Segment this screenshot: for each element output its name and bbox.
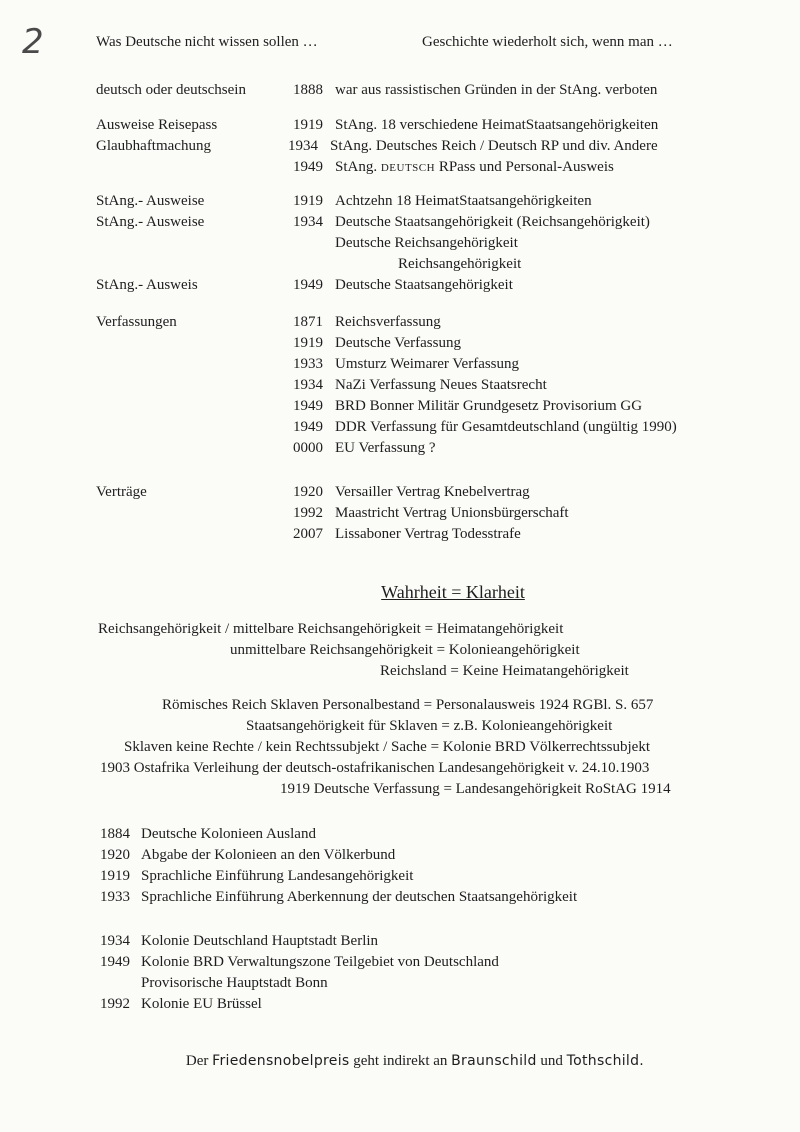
entry-text: Deutsche Staatsangehörigkeit bbox=[335, 277, 513, 293]
roman-line: Staatsangehörigkeit für Sklaven = z.B. Kolonieangehörigkeit bbox=[246, 718, 613, 734]
entry-text: war aus rassistischen Gründen in der StAng. verboten bbox=[335, 82, 658, 98]
entry-text: Kolonie EU Brüssel bbox=[141, 996, 262, 1012]
year: 1919 bbox=[293, 335, 323, 351]
year: 1934 bbox=[100, 933, 130, 949]
year: 1949 bbox=[293, 419, 323, 435]
entry-text: Lissaboner Vertrag Todesstrafe bbox=[335, 526, 521, 542]
section-title: Wahrheit = Klarheit bbox=[381, 582, 525, 602]
year: 1934 bbox=[293, 377, 323, 393]
footer-pre: Der bbox=[185, 1053, 213, 1069]
footer-prize: Friedensnobelpreis bbox=[212, 1053, 350, 1069]
section-label: deutsch oder deutschsein bbox=[96, 82, 246, 98]
chronology-capitals bbox=[0, 931, 800, 1015]
footer-und: und bbox=[536, 1053, 567, 1069]
year: 1949 bbox=[293, 159, 323, 175]
footer-sentence bbox=[0, 1050, 800, 1072]
section-vertraege bbox=[0, 482, 800, 545]
header-right: Geschichte wiederholt sich, wenn man … bbox=[422, 34, 673, 50]
year: 1871 bbox=[293, 314, 323, 330]
year: 1920 bbox=[100, 847, 130, 863]
entry-text: Versailler Vertrag Knebelvertrag bbox=[335, 484, 530, 500]
section-label: StAng.- Ausweise bbox=[96, 214, 205, 230]
entry-text: Maastricht Vertrag Unionsbürgerschaft bbox=[335, 505, 569, 521]
entry-text: DDR Verfassung für Gesamtdeutschland (ungültig 1990) bbox=[335, 419, 677, 435]
entry-text: Umsturz Weimarer Verfassung bbox=[335, 356, 520, 372]
year: 1949 bbox=[293, 398, 323, 414]
roman-line: Sklaven keine Rechte / kein Rechtssubjekt / Sache = Kolonie BRD Völkerrechtssubjekt bbox=[124, 739, 650, 755]
section-stang bbox=[0, 191, 800, 296]
entry-text: Deutsche Kolonieen Ausland bbox=[141, 826, 316, 842]
deutsch-smallcaps: DEUTSCH bbox=[380, 162, 436, 174]
equation-line: Reichsland = Keine Heimatangehörigkeit bbox=[380, 663, 629, 679]
entry-text: Kolonie BRD Verwaltungszone Teilgebiet von Deutschland bbox=[141, 954, 499, 970]
entry-text: Abgabe der Kolonieen an den Völkerbund bbox=[141, 847, 396, 863]
roman-line: 1919 Deutsche Verfassung = Landesangehörigkeit RoStAG 1914 bbox=[280, 781, 671, 797]
entry-text: Provisorische Hauptstadt Bonn bbox=[141, 975, 328, 991]
year: 0000 bbox=[293, 440, 323, 456]
entry-text: Reichsangehörigkeit bbox=[398, 256, 522, 272]
section-deutsch bbox=[0, 80, 800, 101]
section-label: StAng.- Ausweise bbox=[96, 193, 205, 209]
year: 1884 bbox=[100, 826, 130, 842]
equation-line: Reichsangehörigkeit / mittelbare Reichsangehörigkeit = Heimatangehörigkeit bbox=[98, 621, 564, 637]
year: 1933 bbox=[293, 356, 323, 372]
year: 1933 bbox=[100, 889, 130, 905]
year: 1919 bbox=[293, 193, 323, 209]
section-ausweise bbox=[0, 115, 800, 178]
entry-text: Deutsche Staatsangehörigkeit (Reichsangehörigkeit) bbox=[335, 214, 650, 230]
year: 1992 bbox=[100, 996, 130, 1012]
roman-line: Römisches Reich Sklaven Personalbestand = Personalausweis 1924 RGBl. S. 657 bbox=[162, 697, 654, 713]
entry-text: EU Verfassung ? bbox=[335, 440, 436, 456]
stang-prefix: StAng. bbox=[335, 159, 378, 175]
year: 1992 bbox=[293, 505, 323, 521]
entry-text: BRD Bonner Militär Grundgesetz Provisorium GG bbox=[335, 398, 643, 414]
equation-line: unmittelbare Reichsangehörigkeit = Kolonieangehörigkeit bbox=[230, 642, 580, 658]
entry-text: Sprachliche Einführung Landesangehörigkeit bbox=[141, 868, 414, 884]
section-label: Glaubhaftmachung bbox=[96, 138, 211, 154]
entry-text: StAng. Deutsches Reich / Deutsch RP und div. Andere bbox=[330, 138, 658, 154]
year: 1934 bbox=[288, 138, 318, 154]
footer-name-2: Tothschild. bbox=[566, 1053, 645, 1069]
entry-text: Deutsche Reichsangehörigkeit bbox=[335, 235, 518, 251]
entry-text: Kolonie Deutschland Hauptstadt Berlin bbox=[141, 933, 379, 949]
year: 1949 bbox=[100, 954, 130, 970]
year: 1934 bbox=[293, 214, 323, 230]
year: 1949 bbox=[293, 277, 323, 293]
chronology-colonies bbox=[0, 824, 800, 908]
section-label: StAng.- Ausweis bbox=[96, 277, 198, 293]
entry-text: NaZi Verfassung Neues Staatsrecht bbox=[335, 377, 547, 393]
year: 1888 bbox=[293, 82, 323, 98]
header-left: Was Deutsche nicht wissen sollen … bbox=[96, 34, 318, 50]
year: 2007 bbox=[293, 526, 323, 542]
stang-suffix: RPass und Personal-Ausweis bbox=[438, 159, 614, 175]
section-label: Ausweise Reisepass bbox=[96, 117, 218, 133]
section-verfassungen bbox=[0, 312, 800, 459]
section-label: Verfassungen bbox=[96, 314, 177, 330]
entry-text: Achtzehn 18 HeimatStaatsangehörigkeiten bbox=[335, 193, 592, 209]
entry-text: Sprachliche Einführung Aberkennung der deutschen Staatsangehörigkeit bbox=[141, 889, 578, 905]
roman-line: 1903 Ostafrika Verleihung der deutsch-ostafrikanischen Landesangehörigkeit v. 24.10.1903 bbox=[100, 760, 650, 776]
year: 1920 bbox=[293, 484, 323, 500]
entry-text bbox=[335, 157, 614, 179]
entry-text: Deutsche Verfassung bbox=[335, 335, 461, 351]
footer-mid: geht indirekt an bbox=[349, 1053, 452, 1069]
year: 1919 bbox=[293, 117, 323, 133]
footer-name-1: Braunschild bbox=[451, 1053, 537, 1069]
entry-text: Reichsverfassung bbox=[335, 314, 441, 330]
section-label: Verträge bbox=[96, 484, 147, 500]
entry-text: StAng. 18 verschiedene HeimatStaatsangehörigkeiten bbox=[335, 117, 659, 133]
year: 1919 bbox=[100, 868, 130, 884]
page-number: 2 bbox=[22, 22, 43, 62]
